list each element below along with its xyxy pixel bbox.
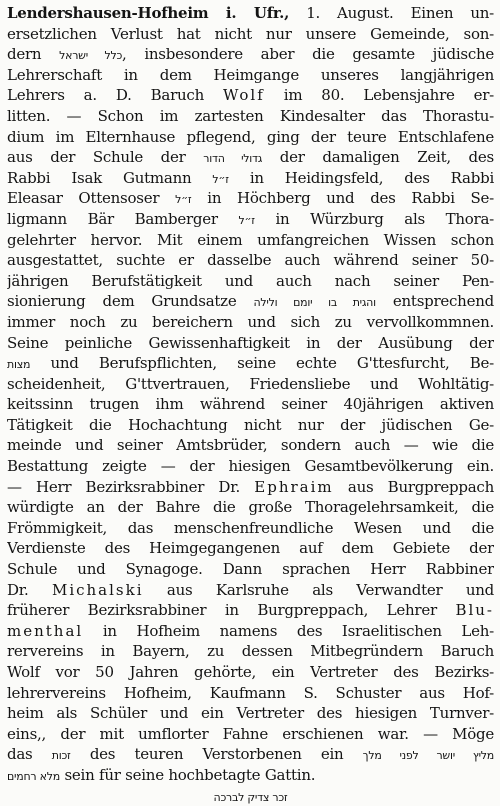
article-line-33 — [7, 662, 494, 683]
article-text: rervereins in Bayern, zu dessen Mitbegründern Baruch — [7, 642, 494, 661]
article-text: , insbesondere aber die gesamte jüdische — [122, 45, 494, 64]
hebrew-phrase: מליץ יושר לפני מלך — [362, 749, 494, 763]
article-text: und Berufspflichten, seine echte G'ttesfurcht, Be- — [30, 354, 494, 373]
article-line-3 — [7, 44, 494, 65]
article-line-34 — [7, 683, 494, 704]
article-line-35 — [7, 703, 494, 724]
hebrew-phrase: זכות — [51, 749, 71, 763]
article-line-38 — [7, 765, 494, 786]
article-line-24 — [7, 477, 494, 498]
hebrew-phrase: ז״ל — [175, 193, 192, 207]
article-text: sein für seine hochbetagte Gattin. — [59, 765, 316, 784]
article-text: aus der Schule der — [7, 148, 204, 167]
hebrew-phrase: כלל ישראל — [59, 49, 123, 63]
person-name: Michalski — [51, 580, 144, 599]
article-line-4 — [7, 65, 494, 86]
article-line-20 — [7, 394, 494, 415]
article-line-6 — [7, 106, 494, 127]
article-text: meinde und seiner Amtsbrüder, sondern auch — wie die — [7, 436, 494, 455]
article-text: Verdienste des Heimgegangenen auf dem Gebiete der — [7, 539, 494, 558]
article-text: Seine peinliche Gewissenhaftigkeit in der Ausübung der — [7, 333, 494, 352]
article-text: scheidenheit, G'ttvertrauen, Friedensliebe und Wohltätig- — [7, 374, 494, 393]
article-line-27 — [7, 538, 494, 559]
article-closing — [7, 786, 494, 806]
article-line-18 — [7, 353, 494, 374]
article-dateline: Lendershausen-Hofheim i. Ufr., — [7, 4, 290, 22]
article-text: in Heidingsfeld, des Rabbi — [228, 168, 494, 187]
article-line-16 — [7, 312, 494, 333]
article-text: im 80. Lebensjahre er- — [264, 86, 494, 105]
article-text: Eleasar Ottensoser — [7, 189, 176, 208]
article-text: würdigte an der Bahre die große Thoragelehrsamkeit, die — [7, 498, 494, 517]
article-line-2 — [7, 24, 494, 45]
article-line-21 — [7, 415, 494, 436]
person-name: Wolf — [223, 86, 265, 105]
article-text: Dr. — [7, 580, 52, 599]
article-text: dern — [7, 45, 60, 64]
article-text: jährigen Berufstätigkeit und auch nach seiner Pen- — [7, 271, 494, 290]
article-line-5 — [7, 85, 494, 106]
article-line-15 — [7, 291, 494, 312]
article-text: ersetzlichen Verlust hat nicht nur unsere Gemeinde, son- — [7, 24, 494, 43]
article-text: Lehrers a. D. Baruch — [7, 86, 223, 105]
article-line-32 — [7, 641, 494, 662]
article-text: ligmann Bär Bamberger — [7, 209, 239, 228]
article-line-8 — [7, 147, 494, 168]
article-text: früherer Bezirksrabbiner in Burgpreppach, Lehrer — [7, 601, 456, 620]
hebrew-phrase: מצות — [7, 358, 31, 372]
article-text: der damaligen Zeit, des — [262, 148, 494, 167]
article-text: des teuren Verstorbenen ein — [70, 745, 363, 764]
article-text: Tätigkeit die Hochachtung nicht nur der jüdischen Ge- — [7, 415, 494, 434]
article-text: litten. — Schon im zartesten Kindesalter das Thorastu- — [7, 106, 494, 125]
article-line-1 — [7, 3, 494, 24]
article-line-17 — [7, 333, 494, 354]
article-line-14 — [7, 271, 494, 292]
article-line-9 — [7, 168, 494, 189]
article-text: aus Burgpreppach — [333, 477, 494, 496]
closing-blessing: זכר צדיק לברכה — [213, 790, 288, 804]
article-text: lehrervereins Hofheim, Kaufmann S. Schuster aus Hof- — [7, 683, 494, 702]
hebrew-phrase: והגית בו יומם ולילה — [253, 296, 376, 310]
article-line-13 — [7, 250, 494, 271]
article-line-37 — [7, 744, 494, 765]
article-text: entsprechend — [375, 292, 494, 311]
article-line-28 — [7, 559, 494, 580]
article-line-11 — [7, 209, 494, 230]
person-name: Blu- — [455, 601, 494, 620]
article-text: Lehrerschaft in dem Heimgange unseres langjährigen — [7, 65, 494, 84]
article-text: dium im Elternhause pflegend, ging der teure Entschlafene — [7, 127, 494, 146]
article-text: heim als Schüler und ein Vertreter des hiesigen Turnver- — [7, 704, 494, 723]
article-line-19 — [7, 374, 494, 395]
article-text: ausgestattet, suchte er dasselbe auch während seiner 50- — [7, 251, 494, 270]
article-line-31 — [7, 621, 494, 642]
article-text: aus Karlsruhe als Verwandter und — [143, 580, 494, 599]
article-line-29 — [7, 580, 494, 601]
article-text: Schule und Synagoge. Dann sprachen Herr Rabbiner — [7, 560, 494, 579]
article-text: keitssinn trugen ihm während seiner 40jährigen aktiven — [7, 395, 494, 414]
article-text: 1. August. Einen un- — [306, 4, 494, 22]
article-text: Rabbi Isak Gutmann — [7, 168, 213, 187]
hebrew-phrase: ז״ל — [212, 172, 229, 186]
article-text: in Höchberg und des Rabbi Se- — [191, 189, 494, 208]
person-name: Ephraim — [254, 477, 334, 496]
article-text: in Würzburg als Thora- — [254, 209, 494, 228]
article-line-22 — [7, 435, 494, 456]
article-text: Wolf vor 50 Jahren gehörte, ein Vertreter des Bezirks- — [7, 663, 494, 681]
hebrew-phrase: מלא רחמים — [7, 769, 60, 783]
article-line-23 — [7, 456, 494, 477]
hebrew-phrase: ז״ל — [238, 213, 255, 227]
article-text: immer noch zu bereichern und sich zu vervollkommnen. — [7, 312, 494, 331]
article-line-36 — [7, 724, 494, 745]
article-line-7 — [7, 127, 494, 148]
article-line-12 — [7, 230, 494, 251]
article-text: gelehrter hervor. Mit einem umfangreichen Wissen schon — [7, 230, 494, 249]
article-text: eins,, der mit umflorter Fahne erschienen war. — Möge — [7, 724, 494, 743]
article-text: sionierung dem Grundsatze — [7, 292, 254, 311]
hebrew-phrase: גדולי הדור — [203, 152, 263, 166]
article-line-10 — [7, 188, 494, 209]
article-line-30 — [7, 600, 494, 621]
article-text: — Herr Bezirksrabbiner Dr. — [7, 477, 255, 496]
article-line-25 — [7, 497, 494, 518]
article-text: Frömmigkeit, das menschenfreundliche Wesen und die — [7, 518, 494, 537]
article-line-26 — [7, 518, 494, 539]
article-text: in Hofheim namens des Israelitischen Leh- — [83, 621, 494, 640]
article-text: das — [7, 745, 52, 764]
person-name: menthal — [7, 621, 84, 640]
article-text: Bestattung zeigte — der hiesigen Gesamtbevölkerung ein. — [7, 457, 494, 476]
